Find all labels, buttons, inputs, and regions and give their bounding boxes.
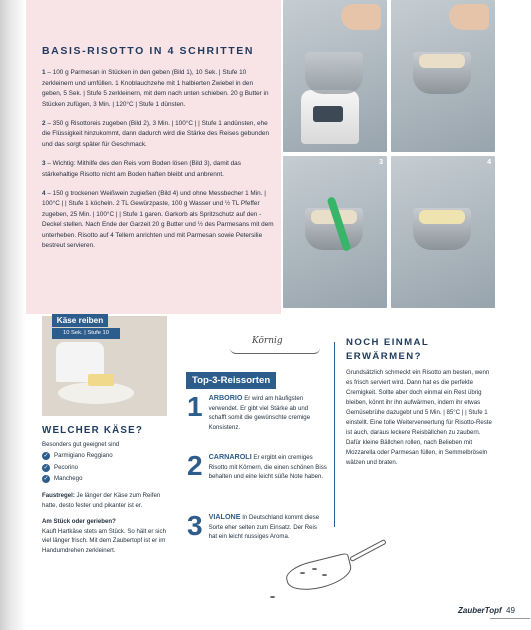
- cheese-item: ✓ Pecorino: [43, 463, 79, 471]
- cheese-image: [88, 374, 114, 386]
- rice-item-3: 3 VIALONE In Deutschland kommt diese Sorte eher selten zum Einsatz. Der Reis hat ein leicht nussiges Aroma.: [187, 510, 320, 541]
- step-photo-4: [391, 156, 495, 308]
- check-icon: ✓: [43, 452, 49, 459]
- rice-grain-illustration: [312, 568, 317, 570]
- reheat-section: [346, 336, 496, 468]
- rice-image: [419, 54, 465, 68]
- column-divider: [334, 342, 335, 527]
- cheese-intro: Besonders gut geeignet sind: [42, 440, 120, 448]
- cheese-question: Am Stück oder gerieben?: [42, 518, 116, 526]
- recipe-step-4: 4 – 150 g trockenen Weißwein zugießen (Bild 4) und ohne Messbecher 1 Min. | 100°C | | Stufe 1 köcheln. 2 TL Gewürzpaste, 100 g Wasser und ½ TL Pfeffer zugeben, 25 Min. | 100°C | | Stufe 1 garen. Garkorb als Spritzschutz auf den -Deckel stellen. Nach Ende der Garzeit 20 g Butter und ½ des Parmesans mit dem unterheben. Risotto auf 4 Tellern anrichten und mit Parmesan sowie Petersilie bestreut servieren.: [42, 190, 274, 250]
- footer-rule: [490, 618, 530, 619]
- brand-logo: ZauberTopf: [458, 606, 502, 615]
- rice-grain-illustration: [322, 574, 327, 576]
- recipe-title: BASIS-RISOTTO IN 4 SCHRITTEN: [42, 45, 255, 57]
- rice-grain-illustration: [300, 572, 305, 574]
- cheese-tag: Käse reiben: [52, 314, 108, 327]
- cheese-rule: Faustregel: Je länger der Käse zum Reifen hatte, desto fester und pikanter ist er.: [42, 491, 161, 509]
- cheese-answer: Kauft Hartkäse stets am Stück. So hält er sich viel länger frisch. Mit dem Zaubertopf ist er im Handumdrehen zerkleinert.: [42, 527, 166, 554]
- page-number: 49: [506, 606, 515, 615]
- cheese-setting: 10 Sek. | Stufe 10: [52, 328, 120, 339]
- step-photo-3: [283, 156, 387, 308]
- wine-image: [419, 210, 465, 224]
- hand-image: [449, 4, 489, 30]
- recipe-step-2: 2 – 350 g Risottoreis zugeben (Bild 2), 3 Min. | 100°C | | Stufe 1 andünsten, ehe die Flüssigkeit hinzukommt, dann dadurch wird die Stärke des Reises gebunden und das sorgt später für Geschmack.: [42, 120, 269, 148]
- recipe-step-3: 3 – Wichtig: Mithilfe des den Reis vom Boden lösen (Bild 3), damit das stärkehaltige Risotto nicht am Boden haften bleibt und anbrennt.: [42, 160, 241, 178]
- cheese-heading: WELCHER KÄSE?: [42, 425, 144, 436]
- reheat-heading: NOCH EINMAL ERWÄRMEN?: [346, 337, 429, 362]
- recipe-section: [42, 46, 274, 261]
- photo-number-3: 3: [379, 159, 383, 166]
- page-spine-shadow: [0, 0, 26, 630]
- step-photo-2: [391, 0, 495, 152]
- photo-number-4: 4: [487, 159, 491, 166]
- script-label: Körnig: [252, 336, 283, 346]
- rice-scoop-illustration: [284, 552, 355, 595]
- cheese-item: ✓ Parmigiano Reggiano: [43, 452, 113, 460]
- cheese-section: [42, 426, 172, 556]
- rice-grain-illustration: [270, 596, 275, 598]
- rice-item-2: 2 CARNAROLI Er ergibt ein cremiges Risotto mit Körnern, die einen schönen Biss behalten und eine leicht süße Note haben.: [187, 450, 327, 481]
- scoop-handle-illustration: [349, 539, 387, 562]
- decorative-swoosh: [230, 348, 320, 354]
- thermomix-image: [301, 90, 359, 144]
- cheese-item: ✓ Manchego: [43, 475, 83, 483]
- step-photo-1: [283, 0, 387, 152]
- rice-heading: Top-3-Reissorten: [186, 372, 276, 389]
- check-icon: ✓: [43, 464, 49, 471]
- rice-item-1: 1 ARBORIO Er wird am häufigsten verwendet. Er gibt viel Stärke ab und schafft somit die gewünschte cremige Konsistenz.: [187, 391, 311, 431]
- check-icon: ✓: [43, 476, 49, 483]
- mixing-bowl-image: [305, 52, 363, 94]
- reheat-text: Grundsätzlich schmeckt ein Risotto am besten, wenn es frisch serviert wird. Dann hat es die perfekte Cremigkeit. Sollte aber doch einmal ein Rest übrig bleiben, könnt ihr ihn aufwärmen, indem ihr etwas Gemüsebrühe dazugebt und 5 Min. | 85°C | | Stufe 1 einstellt. Eine tolle Weiterverwertung für Risotto-Reste ist auch, daraus leckere Reisbällchen zu zaubern. Dafür kleine Bällchen rollen, nach Belieben mit Mozzarella oder Parmesan füllen, in Semmelbröseln wälzen und braten.: [346, 369, 492, 466]
- hand-image: [341, 4, 381, 30]
- recipe-step-1: 1 – 100 g Parmesan in Stücken in den geben (Bild 1), 10 Sek. | Stufe 10 zerkleinern und umfüllen. 1 Knoblauchzehe mit 1 halbierten Zwiebel in den geben, 5 Sek. | Stufe 5 zerkleinern, mit dem nach unten schieben. 20 g Butter in Stücken zufügen, 3 Min. | 120°C | Stufe 1 dünsten.: [42, 69, 269, 108]
